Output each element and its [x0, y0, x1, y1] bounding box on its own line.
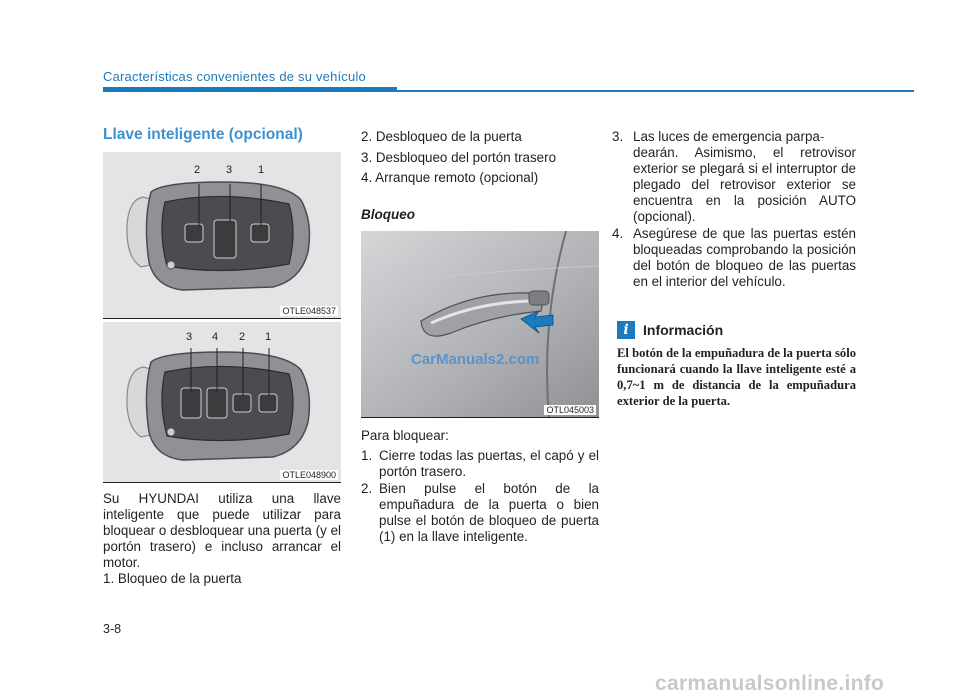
figure-divider: [103, 318, 341, 319]
step-2: [361, 481, 599, 545]
figure-code: OTLE048900: [282, 470, 336, 480]
callout-label: 2: [239, 331, 246, 343]
list-item-remote-start: 4. Arranque remoto (opcional): [361, 170, 539, 185]
subheading-bloqueo: Bloqueo: [361, 207, 415, 222]
step-3: [612, 129, 856, 225]
intro-paragraph: [103, 491, 341, 571]
para-bloquear: Para bloquear:: [361, 428, 449, 443]
header-rule-thin: [397, 90, 914, 92]
callout-label: 1: [265, 331, 272, 343]
callout-label: 3: [226, 164, 233, 176]
step-text: Cierre todas las puertas, el capó y el portón trasero.: [379, 448, 599, 479]
callout-label: 1: [258, 164, 265, 176]
smart-key-illustration: [103, 152, 341, 318]
page-number: 3-8: [103, 622, 122, 636]
smart-key-illustration: [103, 322, 341, 482]
section-title: Llave inteligente (opcional): [103, 126, 303, 143]
watermark-carmanuals: CarManuals2.com: [411, 351, 540, 368]
step-number: 4.: [612, 226, 624, 241]
list-item-tailgate: 3. Desbloqueo del portón trasero: [361, 150, 557, 165]
figure-code: OTL045003: [546, 405, 594, 415]
figure-code: OTLE048537: [282, 306, 336, 316]
step-number: 2.: [361, 481, 373, 496]
smart-key-figure-1: [103, 152, 341, 318]
step-1: [361, 448, 599, 480]
figure-divider: [103, 482, 341, 483]
intro-text: Su HYUNDAI utiliza una llave inteligente que puede utilizar para bloquear o desbloquear una puerta (y el portón trasero) e incluso arrancar el motor.: [103, 491, 341, 570]
door-handle-figure: [361, 231, 599, 417]
step-number: 3.: [612, 129, 624, 144]
step-4: [612, 226, 856, 290]
figure-divider: [361, 417, 599, 418]
list-item-unlock: 2. Desbloqueo de la puerta: [361, 129, 522, 144]
callout-label: 2: [194, 164, 201, 176]
door-handle-illustration: [361, 231, 599, 417]
soft-hyphen: -: [819, 129, 825, 144]
list-item-lock: 1. Bloqueo de la puerta: [103, 571, 242, 586]
step-text: [612, 129, 856, 225]
step-text: Bien pulse el botón de la empuñadura de la puerta o bien pulse el botón de bloqueo de puerta (1) en la llave inteligente.: [379, 481, 599, 544]
step-number: 1.: [361, 448, 373, 463]
watermark-site: carmanualsonline.info: [655, 672, 885, 695]
step-text-a: Las luces de emergencia parpa: [633, 129, 820, 144]
header-rule-thick: [103, 87, 397, 92]
smart-key-figure-2: [103, 322, 341, 482]
callout-label: 4: [212, 331, 219, 343]
running-header: Características convenientes de su vehículo: [103, 69, 366, 84]
info-title: Información: [643, 322, 724, 338]
info-body: El botón de la empuñadura de la puerta sólo funcionará cuando la llave inteligente esté a 0,7~1 m de distancia de la empuñadura exterior de la puerta.: [617, 346, 856, 408]
step-text-b: dearán. Asimismo, el retrovisor exterior se plegará si el interruptor de plegado del retrovisor exterior se encuentra en la posición AUTO (opcional).: [633, 145, 856, 224]
info-icon: i: [617, 321, 635, 339]
step-text: Asegúrese de que las puertas estén bloqueadas comprobando la posición del botón de bloqueo de las puertas en el interior del vehículo.: [633, 226, 856, 289]
callout-label: 3: [186, 331, 193, 343]
